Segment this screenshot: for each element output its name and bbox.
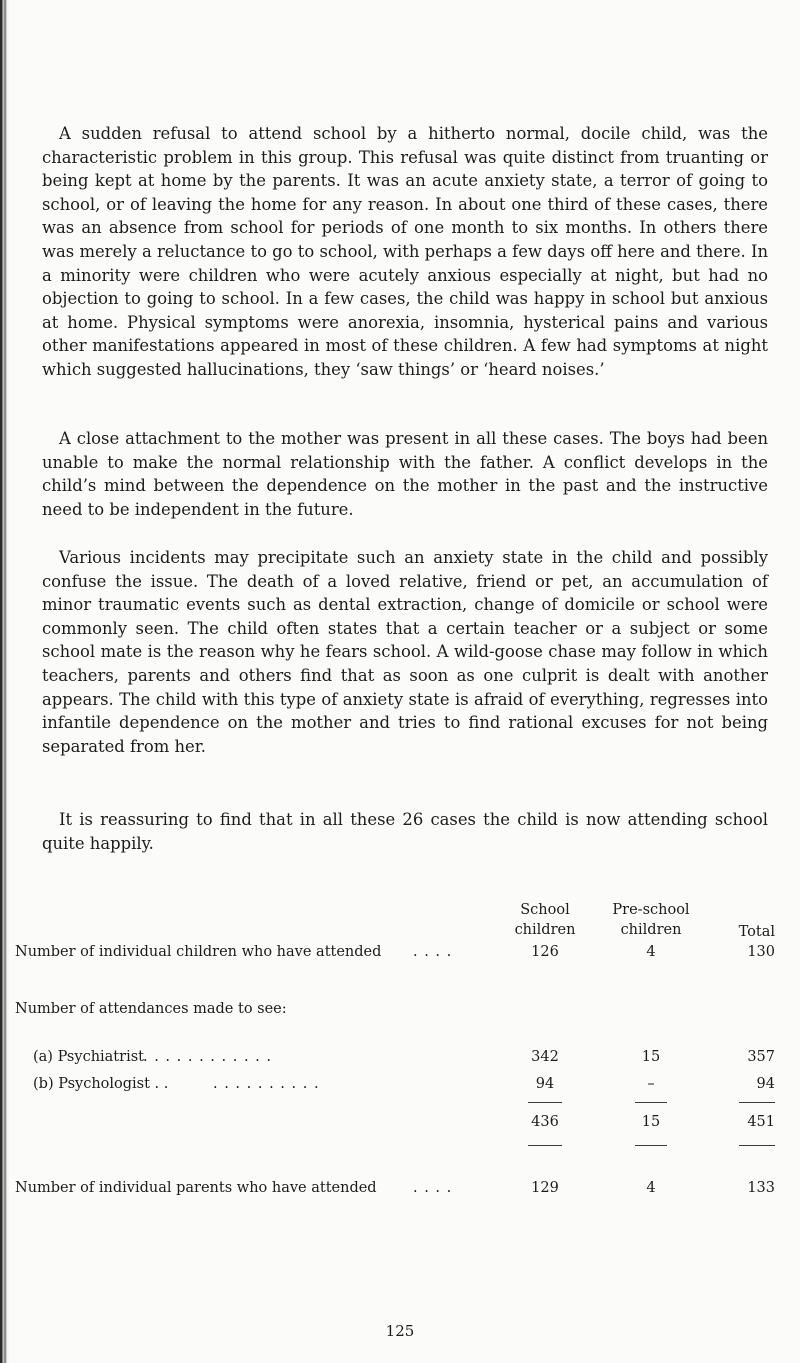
total-rule-total xyxy=(739,1145,775,1146)
header-school-children xyxy=(495,900,595,940)
paragraph-precipitating-incidents: Various incidents may precipitate such an anxiety state in the child and possibly confuse the issue. The death of a loved relative, friend or pet, an accumulation of minor traumatic events such as dental extraction, change of domicile or school were commonly seen. The child often states that a certain teacher or a subject or some school mate is the reason why he fears school. A wild-goose chase may follow in which teachers, parents and others find that as soon as one culprit is dealt with another appears. The child with this type of anxiety state is afraid of everything, regresses into infantile dependence on the mother and tries to find rational excuses for not being separated from her. xyxy=(42,548,768,756)
header-preschool-line1: Pre-school xyxy=(612,902,690,918)
total-rule-preschool xyxy=(635,1145,667,1146)
total-rule-school xyxy=(528,1145,562,1146)
cell-total: 451 xyxy=(747,1114,775,1130)
cell-school: 126 xyxy=(531,944,559,960)
cell-preschool: 4 xyxy=(646,1180,656,1196)
leader-dots: . . . . xyxy=(413,1180,453,1196)
cell-preschool: 15 xyxy=(641,1114,661,1130)
header-total: Total xyxy=(738,924,775,940)
sum-rule-school xyxy=(528,1102,562,1103)
cell-preschool: 15 xyxy=(641,1049,661,1065)
leader-dots: . . . . . . . . . . . . xyxy=(143,1049,273,1065)
header-school-line1: School xyxy=(520,902,570,918)
row-individual-children xyxy=(15,944,775,966)
cell-total: 357 xyxy=(747,1049,775,1065)
cell-school: 94 xyxy=(535,1076,555,1092)
cell-school: 342 xyxy=(531,1049,559,1065)
page-number: 125 xyxy=(385,1322,415,1340)
table-header-row xyxy=(15,900,775,944)
header-school-line2: children xyxy=(514,922,576,938)
paragraph-school-refusal: A sudden refusal to attend school by a hitherto normal, docile child, was the characteristic problem in this group. This refusal was quite distinct from truanting or being kept at home by the parents. It was an acute anxiety state, a terror of going to school, or of leaving the home for any reason. In about one third of these cases, there was an absence from school for periods of one month to six months. In others there was merely a reluctance to go to school, with perhaps a few days off here and there. In a minority were children who were acutely anxious especially at night, but had no objection to going to school. In a few cases, the child was happy in school but anxious at home. Physical symptoms were anorexia, insomnia, hysterical pains and various other manifestations appeared in most of these children. A few had symptoms at night which suggested hallucinations, they ‘saw things’ or ‘heard noises.’ xyxy=(42,124,768,379)
page-binding-edge xyxy=(0,0,10,1363)
row-label: Number of individual children who have attended xyxy=(15,944,382,960)
sum-rule-total xyxy=(739,1102,775,1103)
row-psychiatrist xyxy=(15,1049,775,1071)
row-label: (b) Psychologist . . xyxy=(33,1076,169,1092)
row-label: Number of individual parents who have attended xyxy=(15,1180,377,1196)
leader-dots: . . . . xyxy=(413,944,453,960)
header-preschool-line2: children xyxy=(620,922,682,938)
cell-school: 129 xyxy=(531,1180,559,1196)
row-attendances-heading xyxy=(15,1001,775,1023)
sum-rule-preschool xyxy=(635,1102,667,1103)
row-subtotal xyxy=(15,1114,775,1136)
paragraph-reassuring-outcome: It is reassuring to find that in all these 26 cases the child is now attending school quite happily. xyxy=(42,810,768,853)
row-psychologist xyxy=(15,1076,775,1098)
cell-total: 130 xyxy=(747,944,775,960)
cell-total: 94 xyxy=(756,1076,775,1092)
header-preschool-children xyxy=(601,900,701,940)
cell-preschool: 4 xyxy=(646,944,656,960)
leader-dots: . . . . . . . . . . xyxy=(213,1076,320,1092)
cell-school: 436 xyxy=(531,1114,559,1130)
paragraph-mother-attachment: A close attachment to the mother was present in all these cases. The boys had been unable to make the normal relationship with the father. A conflict develops in the child’s mind between the dependence on the mother in the past and the instructive need to be independent in the future. xyxy=(42,429,768,519)
row-label: Number of attendances made to see: xyxy=(15,1001,287,1017)
row-individual-parents xyxy=(15,1180,775,1202)
row-label: (a) Psychiatrist xyxy=(33,1049,144,1065)
cell-preschool: – xyxy=(647,1076,655,1092)
cell-total: 133 xyxy=(747,1180,775,1196)
